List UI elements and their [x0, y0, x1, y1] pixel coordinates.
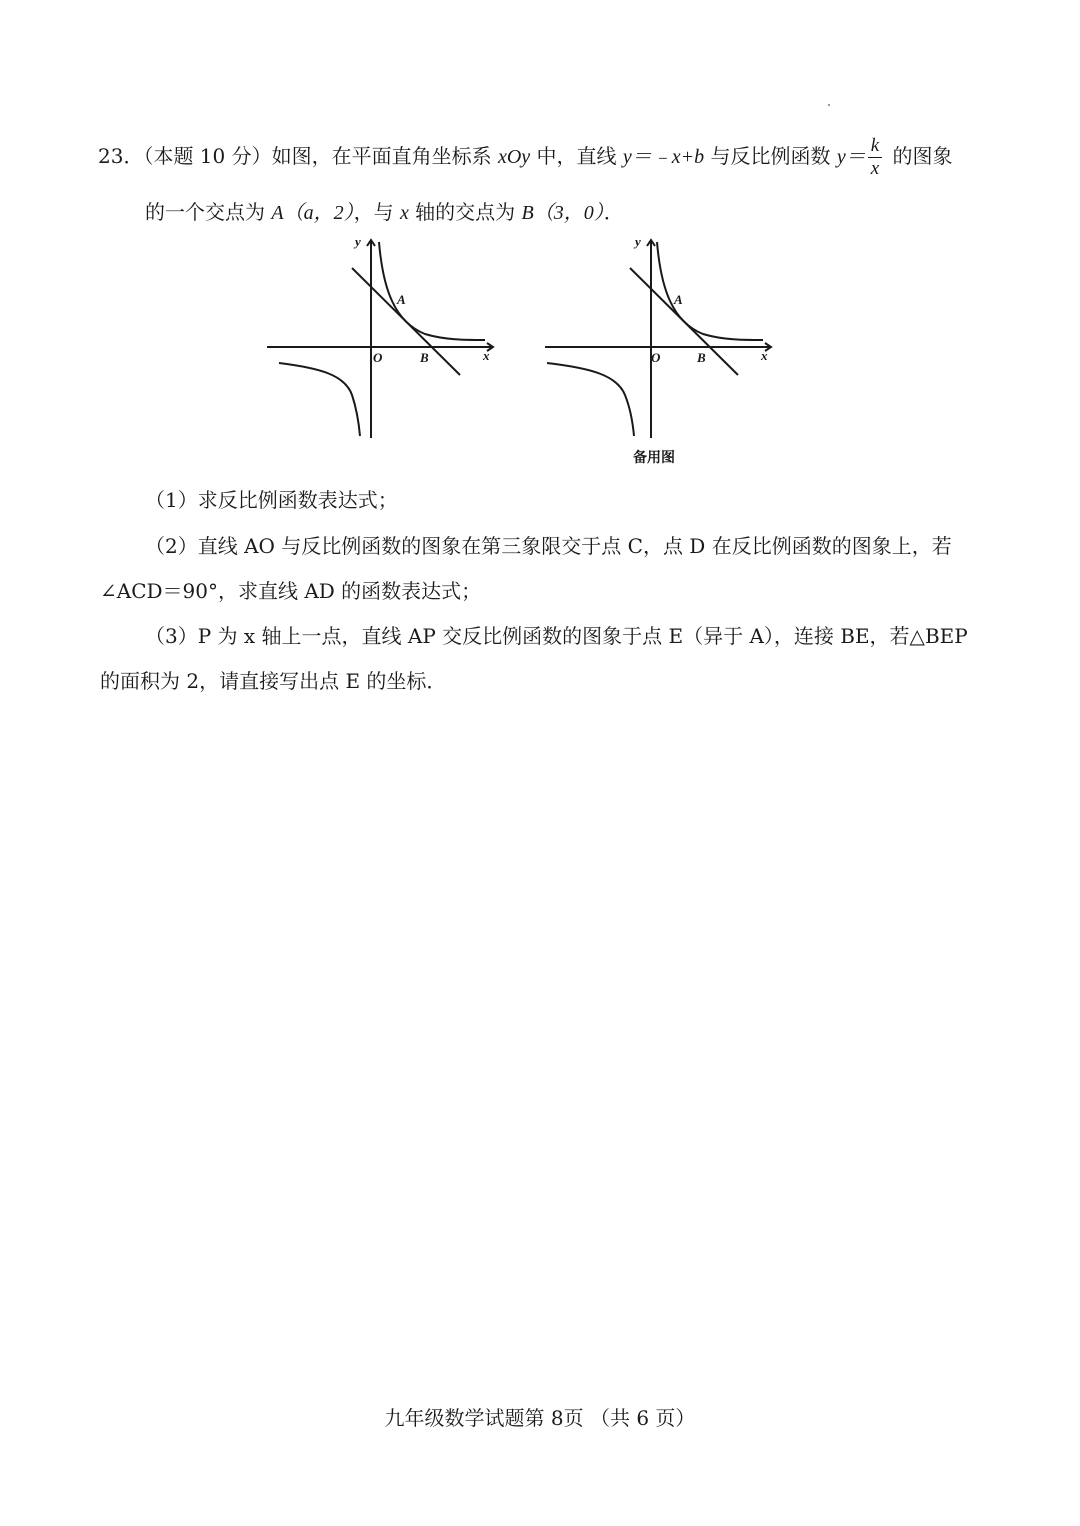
- label-x: x: [483, 348, 490, 363]
- problem-text: 的图象: [886, 144, 953, 168]
- question-3-line-1: （3）P 为 x 轴上一点，直线 AP 交反比例函数的图象于点 E（异于 A），连接 BE，若△BEP: [145, 624, 968, 648]
- x-axis-text: x: [399, 202, 409, 224]
- fraction-k-over-x: [868, 135, 882, 180]
- label-x: x: [761, 348, 768, 363]
- hyperbola-branch-first-quadrant: [379, 242, 485, 340]
- label-point-b: B: [697, 350, 706, 365]
- problem-text: ．: [603, 200, 624, 224]
- problem-header: （本题 10 分）如图，在平面直角坐标系: [143, 144, 498, 168]
- problem-line-2: [145, 196, 624, 225]
- hyperbola-branch-third-quadrant: [279, 363, 360, 436]
- page-footer: 九年级数学试题第 8页 （共 6 页）: [384, 1406, 696, 1430]
- label-y: y: [635, 234, 641, 249]
- label-point-b: B: [420, 350, 429, 365]
- problem-text: ，与: [353, 200, 400, 224]
- line-equation: y＝﹣x+b: [622, 146, 705, 168]
- point-a-text: A（a，2）: [271, 202, 354, 224]
- problem-text: 中，直线: [530, 144, 623, 168]
- problem-text: 轴的交点为: [408, 200, 522, 224]
- problem-text: 的一个交点为: [145, 200, 272, 224]
- fraction-denominator: x: [870, 158, 880, 179]
- problem-line-1: [98, 135, 953, 180]
- question-2-line-1: （2）直线 AO 与反比例函数的图象在第三象限交于点 C，点 D 在反比例函数的图象上，若: [145, 534, 952, 558]
- label-origin: O: [373, 350, 383, 365]
- question-2-line-2: ∠ACD＝90°，求直线 AD 的函数表达式；: [100, 579, 482, 603]
- label-y: y: [355, 234, 361, 249]
- function-lhs: y＝: [836, 146, 866, 168]
- label-origin: O: [651, 350, 661, 365]
- hyperbola-branch-first-quadrant: [657, 242, 763, 340]
- scan-speck: [828, 104, 830, 106]
- problem-number: 23．: [98, 144, 144, 168]
- figure-caption: 备用图: [633, 450, 675, 466]
- point-b-text: B（3，0）: [521, 202, 604, 224]
- question-1: （1）求反比例函数表达式；: [145, 488, 398, 512]
- fraction-numerator: k: [868, 135, 882, 158]
- question-3-line-2: 的面积为 2，请直接写出点 E 的坐标．: [100, 669, 447, 693]
- figure-main: [255, 230, 505, 445]
- label-point-a: A: [397, 292, 406, 307]
- label-point-a: A: [674, 292, 683, 307]
- hyperbola-branch-third-quadrant: [547, 363, 634, 436]
- figure-backup: [535, 230, 785, 445]
- plane-name: xOy: [497, 146, 531, 168]
- problem-text: 与反比例函数: [704, 144, 837, 168]
